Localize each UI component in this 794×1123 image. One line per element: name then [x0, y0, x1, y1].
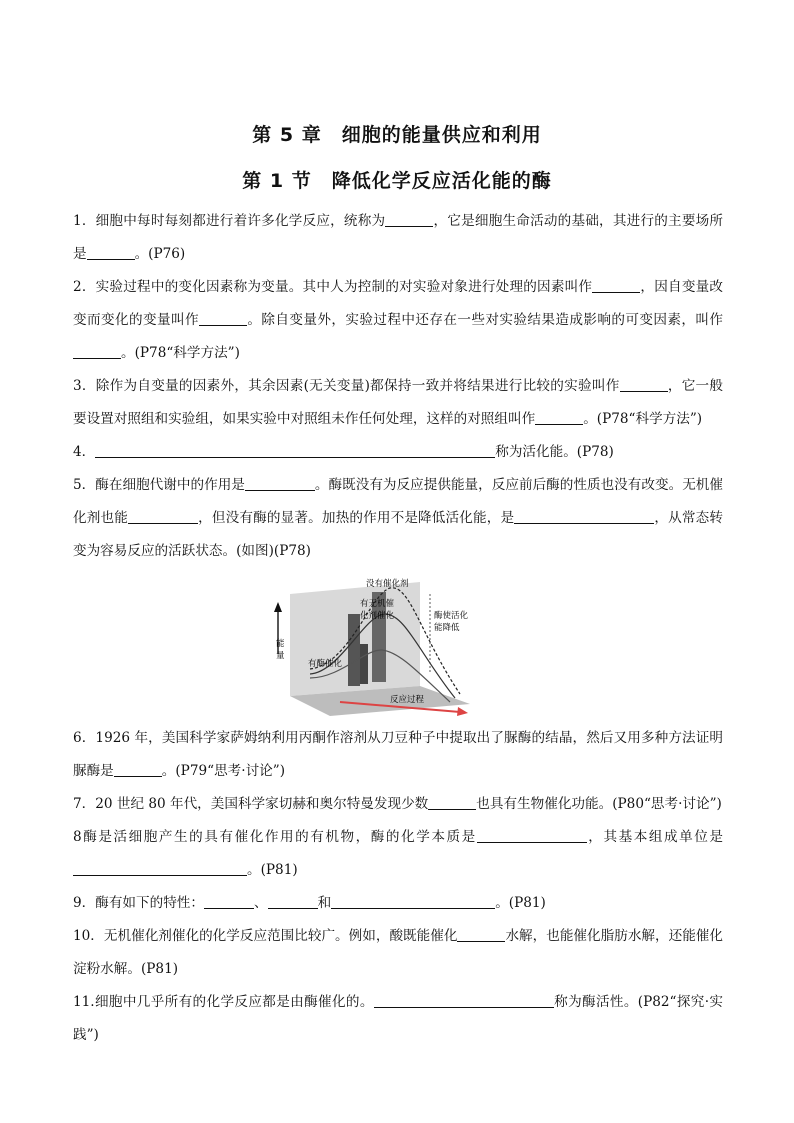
answer-blank[interactable]: [137, 860, 247, 876]
answer-blank[interactable]: [331, 893, 495, 909]
answer-blank[interactable]: [477, 827, 587, 843]
answer-blank[interactable]: [114, 761, 162, 777]
question-4: 4． 称为活化能。(P78): [73, 444, 614, 460]
question-2: 2．实验过程中的变化因素称为变量。其中人为控制的对实验对象进行处理的因素叫作 ，因自变量改变而变化的变量叫作 。除自变量外，实验过程中还存在一些对实验结果造成影响的可变因素，叫作。(P78“科学方法”): [73, 279, 723, 361]
process-axis-arrow: [457, 707, 468, 716]
label-lower-1: 酶使活化: [434, 611, 469, 621]
label-enzyme: 有酶催化: [308, 659, 343, 669]
answer-blank[interactable]: [385, 211, 433, 227]
chapter-title: 第 5 章 细胞的能量供应和利用: [252, 124, 542, 146]
answer-blank[interactable]: [199, 310, 247, 326]
answer-blank[interactable]: [73, 343, 121, 359]
label-lower-2: 能降低: [434, 623, 460, 633]
energy-axis-arrow: [274, 602, 282, 612]
label-no-catalyst: 没有催化剂: [366, 579, 409, 589]
question-3: 3．除作为自变量的因素外，其余因素(无关变量)都保持一致并将结果进行比较的实验叫作 ，它一般要设置对照组和实验组，如果实验中对照组未作任何处理，这样的对照组叫作 。(P78“科学方法”): [73, 378, 724, 427]
answer-blank[interactable]: [535, 409, 583, 425]
question-9: 9．酶有如下的特性： 、 和 。(P81): [73, 895, 546, 911]
question-5: 5．酶在细胞代谢中的作用是 。酶既没有为反应提供能量，反应前后酶的性质也没有改变。无机催化剂也能 ，但没有酶的显著。加热的作用不是降低活化能，是 ，从常态转变为容易反应的活跃状态。(如图)(P78): [73, 477, 724, 559]
label-inorganic-1: 有无机催: [360, 599, 395, 609]
answer-blank[interactable]: [620, 376, 668, 392]
question-10: 10．无机催化剂催化的化学反应范围比较广。例如，酸既能催化 水解，也能催化脂肪水解，还能催化淀粉水解。(P81): [73, 928, 723, 977]
answer-blank[interactable]: [457, 926, 505, 942]
answer-blank[interactable]: [204, 893, 254, 909]
answer-blank[interactable]: [592, 277, 640, 293]
question-1: 1．细胞中每时每刻都进行着许多化学反应，统称为 ，它是细胞生命活动的基础，其进行的主要场所是 。(P76): [73, 213, 724, 262]
xlabel: 反应过程: [390, 695, 425, 705]
answer-blank[interactable]: [245, 475, 315, 491]
question-list: [73, 205, 723, 1052]
answer-blank[interactable]: [514, 508, 654, 524]
answer-blank[interactable]: [128, 508, 198, 524]
enzyme-bar: [360, 644, 368, 684]
question-8: 8酶是活细胞产生的具有催化作用的有机物，酶的化学本质是 ，其基本组成单位是。(P81): [73, 829, 723, 878]
answer-blank[interactable]: [374, 992, 554, 1008]
answer-blank[interactable]: [87, 244, 135, 260]
ylabel-1: 能: [276, 639, 285, 649]
label-inorganic-2: 化剂催化: [360, 611, 395, 621]
answer-blank[interactable]: [95, 442, 495, 458]
answer-blank[interactable]: [73, 860, 137, 876]
question-6: 6．1926 年，美国科学家萨姆纳利用丙酮作溶剂从刀豆种子中提取出了脲酶的结晶，然后又用多种方法证明脲酶是 。(P79“思考·讨论”): [73, 730, 723, 779]
answer-blank[interactable]: [428, 794, 476, 810]
inorganic-bar: [348, 614, 360, 686]
ylabel-2: 量: [276, 651, 285, 661]
question-11: 11.细胞中几乎所有的化学反应都是由酶催化的。 称为酶活性。(P82“探究·实践”): [73, 994, 723, 1043]
question-7: 7．20 世纪 80 年代，美国科学家切赫和奥尔特曼发现少数 也具有生物催化功能。(P80“思考·讨论”): [73, 796, 722, 812]
activation-energy-figure: [270, 574, 480, 716]
answer-blank[interactable]: [268, 893, 318, 909]
section-title: 第 1 节 降低化学反应活化能的酶: [242, 170, 552, 192]
